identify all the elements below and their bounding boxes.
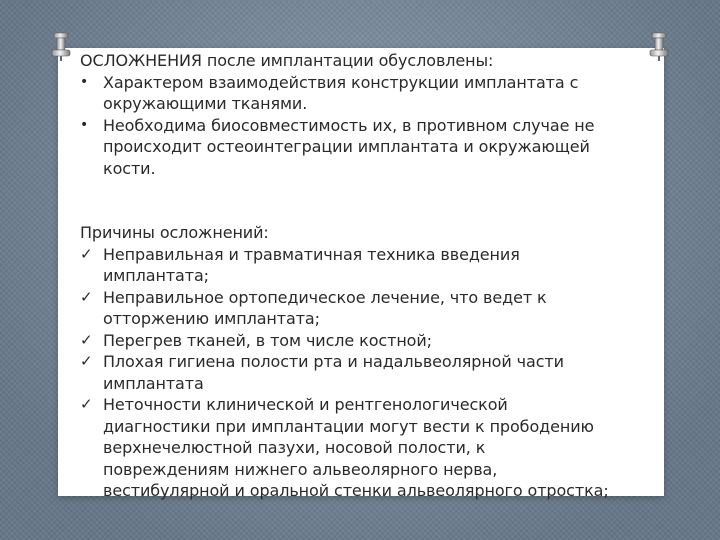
cause-line: повреждениям нижнего альвеолярного нерва, (103, 459, 498, 479)
checkmark-icon: ✓ (80, 287, 93, 306)
slide-text (80, 50, 670, 502)
cause-line: вестибулярной и оральной стенки альвеолярного отростка; (103, 481, 609, 500)
cause-line: Перегрев тканей, в том числе костной; (103, 330, 432, 350)
checkmark-icon: ✓ (80, 352, 93, 370)
cause-item (80, 287, 670, 330)
cause-item (80, 330, 670, 352)
bullet-icon: • (80, 73, 89, 90)
cause-line: Неточности клинической и рентгенологической (103, 395, 508, 414)
bullet-line: происходит остеоинтеграции имплантата и окружающей (103, 137, 590, 156)
heading (80, 50, 670, 72)
checkmark-icon: ✓ (80, 244, 93, 263)
cause-line: диагностики при имплантации могут вести к прободению (103, 416, 594, 436)
bullet-line: Необходима биосовместимость их, в противном случае не (103, 115, 595, 135)
bullet-line: Характером взаимодействия конструкции имплантата с (103, 72, 579, 92)
cause-item (80, 351, 670, 394)
checkmark-icon: ✓ (80, 395, 93, 413)
bullet-item (80, 72, 670, 115)
cause-line: имплантата (103, 373, 204, 393)
cause-line: Неправильная и травматичная техника введения (103, 244, 520, 264)
cause-line: верхнечелюстной пазухи, носовой полости, к (103, 438, 486, 457)
cause-line: имплантата; (103, 266, 209, 285)
pushpin-icon (51, 32, 71, 62)
cause-item (80, 394, 670, 502)
bullet-icon: • (80, 116, 89, 133)
cause-line: отторжению имплантата; (103, 309, 320, 328)
cause-line: Плохая гигиена полости рта и надальвеолярной части (103, 352, 564, 371)
cause-item (80, 244, 670, 287)
bullet-line: окружающими тканями. (103, 94, 308, 113)
cause-line: Неправильное ортопедическое лечение, что ведет к (103, 287, 547, 307)
causes-title: Причины осложнений: (80, 223, 269, 242)
heading-rest: после имплантации обусловлены: (201, 51, 494, 70)
checkmark-icon: ✓ (80, 330, 93, 349)
bullet-item (80, 115, 670, 180)
heading-lead: ОСЛОЖНЕНИЯ (80, 51, 202, 70)
section-gap (80, 179, 670, 222)
bullet-line: кости. (103, 158, 156, 178)
